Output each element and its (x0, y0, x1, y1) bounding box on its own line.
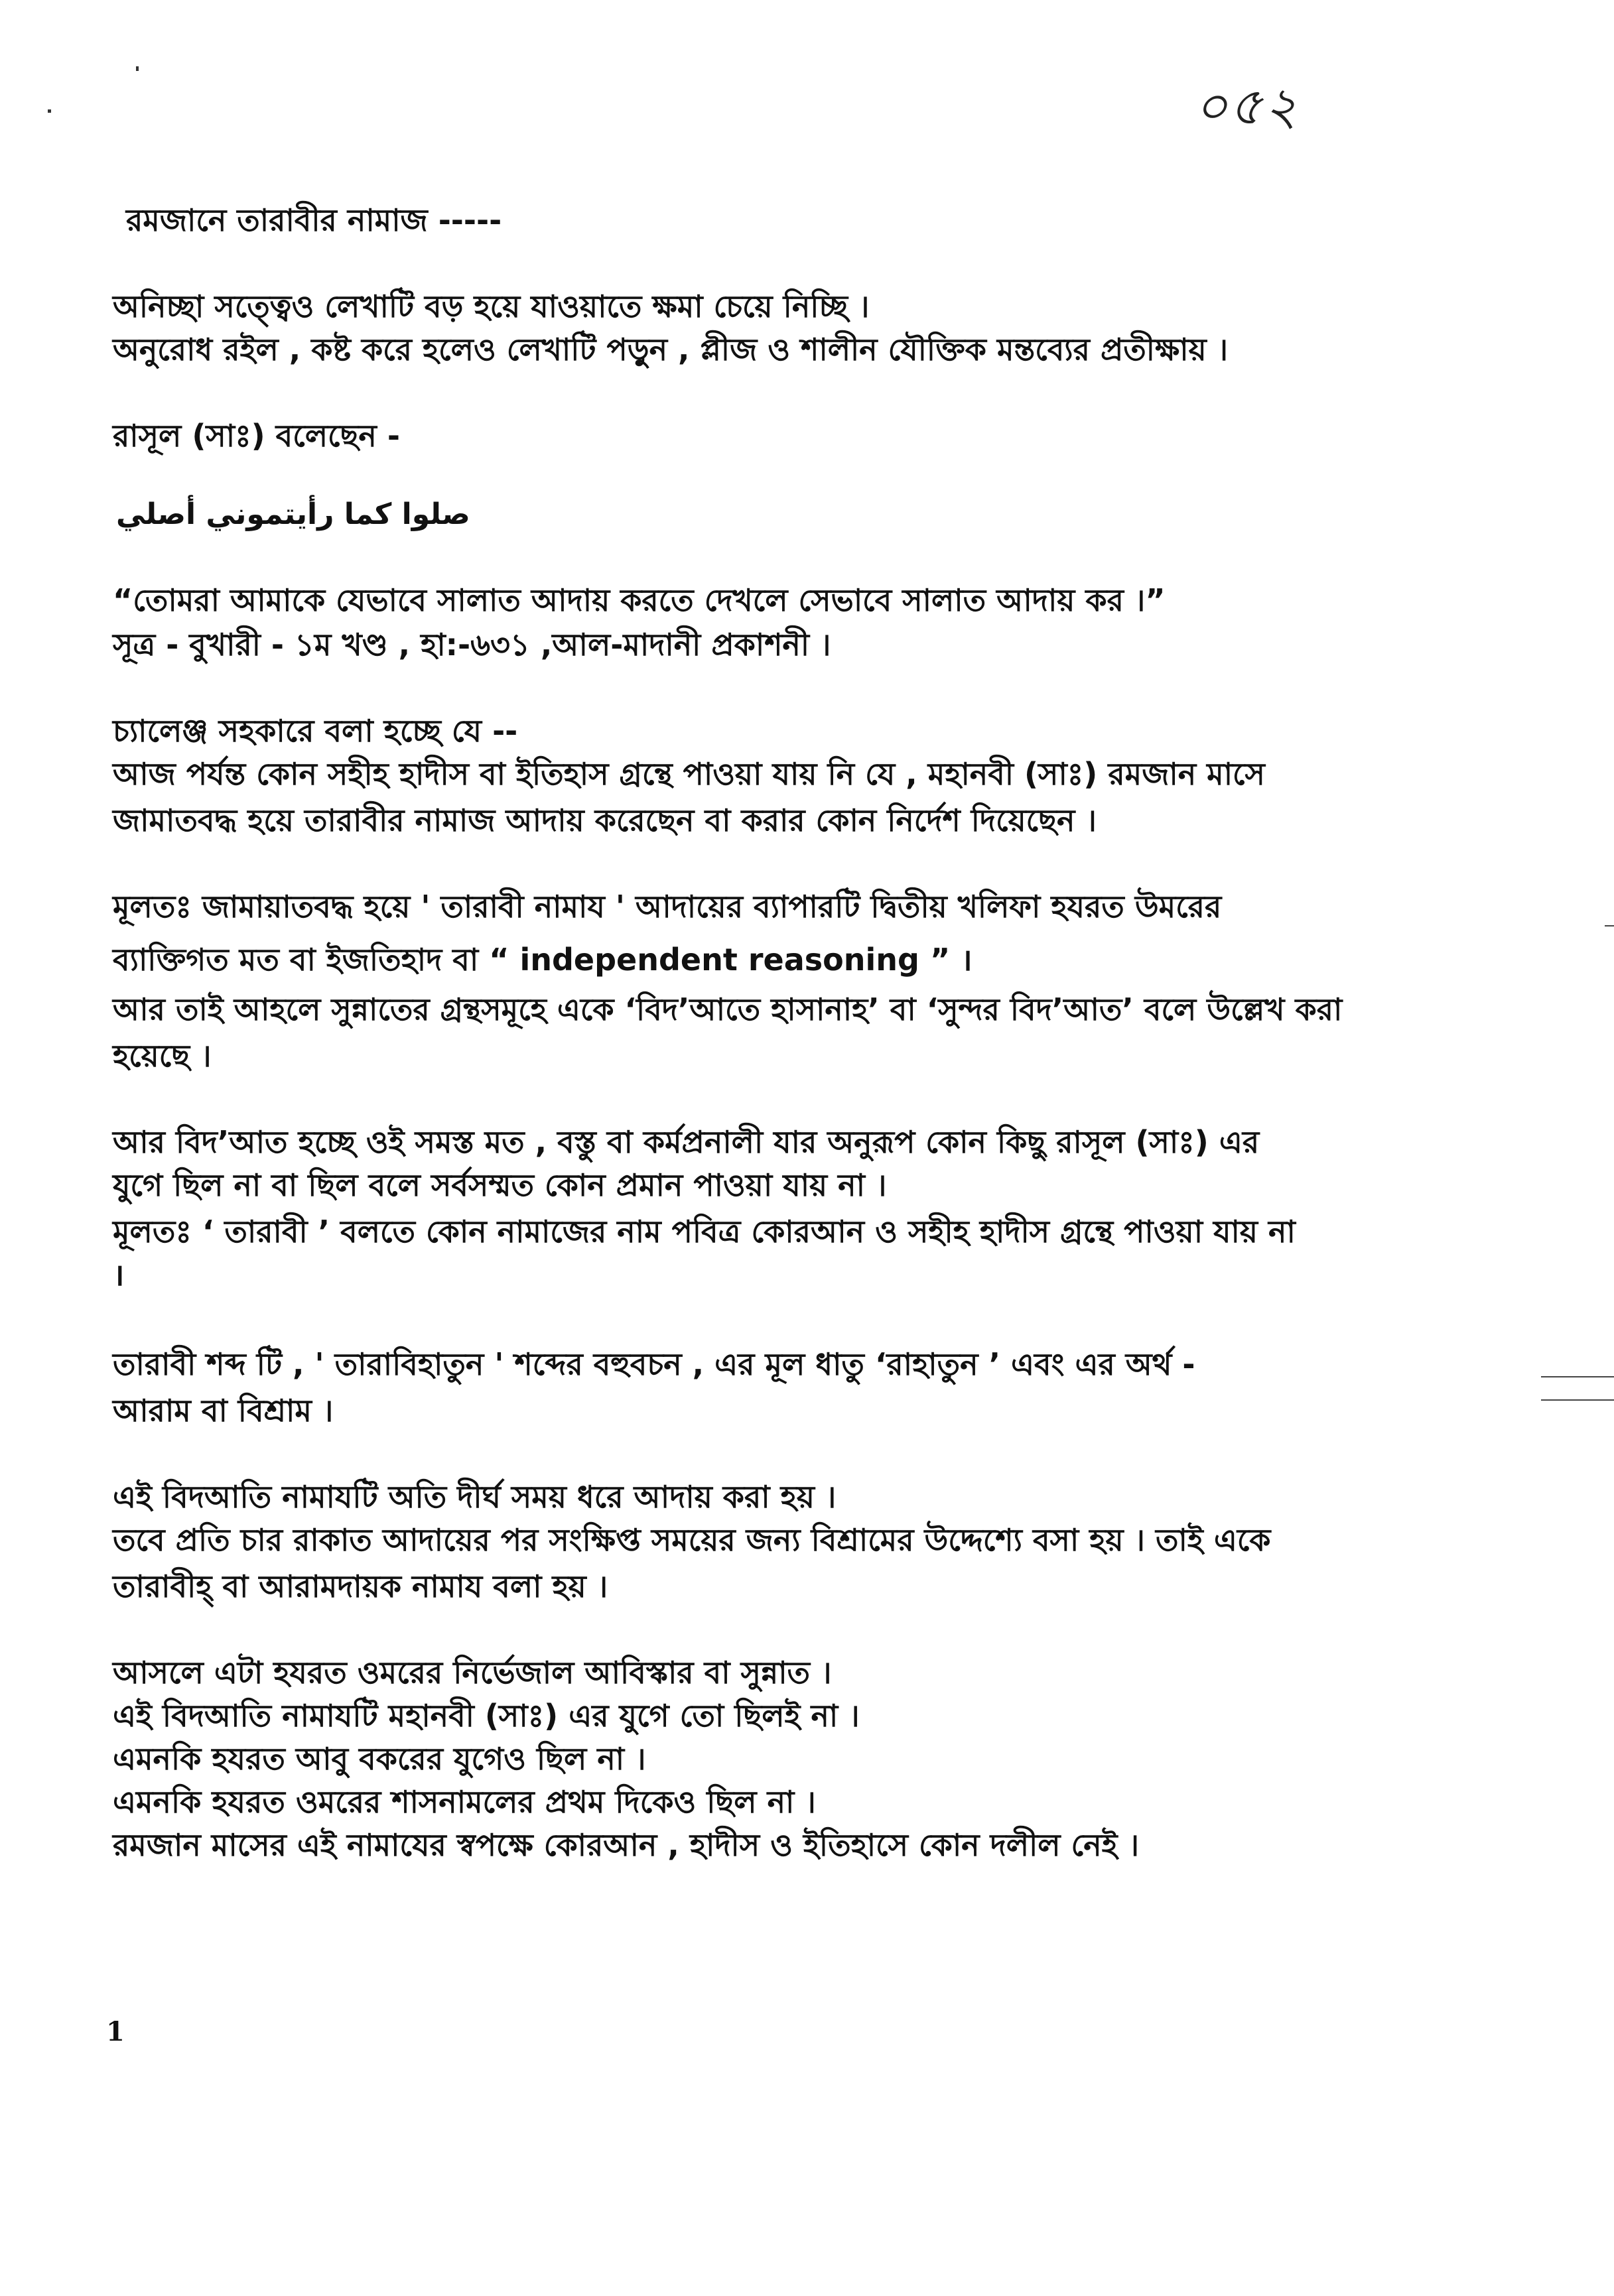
quote-intro: রাসূল (সাঃ) বলেছেন - (113, 418, 400, 454)
intro-line-1: অনিচ্ছা সত্ত্বেও লেখাটি বড় হয়ে যাওয়াতে ক্ষমা চেয়ে নিচ্ছি । (113, 288, 870, 324)
handwritten-page-mark: ০৫২ (1194, 77, 1300, 137)
basis-line-1: মূলতঃ জামায়াতবদ্ধ হয়ে ' তারাবী নামায ' আদায়ের ব্যাপারটি দ্বিতীয় খলিফা হযরত উমরের (113, 889, 1222, 925)
challenge-line-3: জামাতবদ্ধ হয়ে তারাবীর নামাজ আদায় করেছেন বা করার কোন নির্দেশ দিয়েছেন । (113, 802, 1097, 838)
conclusion-line-3: এমনকি হযরত আবু বকরের যুগেও ছিল না । (113, 1741, 646, 1777)
page-number: 1 (106, 2016, 125, 2047)
basis-line-3: আর তাই আহলে সুন্নাতের গ্রন্থসমূহে একে ‘বিদ’আতে হাসানাহ’ বা ‘সুন্দর বিদ’আত’ বলে উল্লেখ করা (113, 991, 1343, 1027)
word-meaning-line-2: আরাম বা বিশ্রাম । (113, 1393, 334, 1429)
description-line-1: এই বিদআতি নামাযটি অতি দীর্ঘ সময় ধরে আদায় করা হয় । (113, 1479, 837, 1515)
quote-source: সূত্র - বুখারী - ১ম খণ্ড , হা:-৬৩১ ,আল-মাদানী প্রকাশনী । (113, 627, 831, 663)
challenge-line-1: চ্যালেঞ্জ সহকারে বলা হচ্ছে যে -- (113, 713, 518, 749)
bidat-line-4: । (113, 1257, 125, 1293)
stray-mark (48, 109, 51, 113)
bidat-line-3: মূলতঃ ‘ তারাবী ’ বলতে কোন নামাজের নাম পবিত্র কোরআন ও সহীহ হাদীস গ্রন্থে পাওয়া যায় না (113, 1214, 1296, 1249)
quote-translation: “তোমরা আমাকে যেভাবে সালাত আদায় করতে দেখলে সেভাবে সালাত আদায় কর ।” (113, 582, 1166, 618)
description-line-2: তবে প্রতি চার রাকাত আদায়ের পর সংক্ষিপ্ত সময়ের জন্য বিশ্রামের উদ্দেশ্যে বসা হয় । তাই একে (113, 1522, 1271, 1558)
basis-line-2: ব্যাক্তিগত মত বা ইজতিহাদ বা “ independent reasoning ” । (113, 942, 973, 978)
conclusion-line-2: এই বিদআতি নামাযটি মহানবী (সাঃ) এর যুগে তো ছিলই না । (113, 1698, 860, 1734)
stray-mark (136, 66, 139, 71)
conclusion-line-1: আসলে এটা হযরত ওমরের নির্ভেজাল আবিস্কার বা সুন্নাত । (113, 1655, 832, 1690)
margin-mark (1541, 1376, 1614, 1377)
conclusion-line-4: এমনকি হযরত ওমরের শাসনামলের প্রথম দিকেও ছিল না । (113, 1784, 816, 1820)
description-line-3: তারাবীহ্‌ বা আরামদায়ক নামায বলা হয় । (113, 1568, 608, 1604)
bidat-line-2: যুগে ছিল না বা ছিল বলে সর্বসম্মত কোন প্রমান পাওয়া যায় না । (113, 1167, 887, 1203)
intro-line-2: অনুরোধ রইল , কষ্ট করে হলেও লেখাটি পড়ুন , প্লীজ ও শালীন যৌক্তিক মন্তব্যের প্রতীক্ষায় । (113, 332, 1229, 367)
challenge-line-2: আজ পর্যন্ত কোন সহীহ হাদীস বা ইতিহাস গ্রন্থে পাওয়া যায় নি যে , মহানবী (সাঃ) রমজান মাসে (113, 756, 1265, 792)
conclusion-line-5: রমজান মাসের এই নামাযের স্বপক্ষে কোরআন , হাদীস ও ইতিহাসে কোন দলীল নেই । (113, 1827, 1140, 1863)
word-meaning-line-1: তারাবী শব্দ টি , ' তারাবিহাতুন ' শব্দের বহুবচন , এর মূল ধাতু ‘রাহাতুন ’ এবং এর অর্থ - (113, 1346, 1195, 1382)
basis-line-4: হয়েছে । (113, 1038, 212, 1074)
margin-mark (1541, 1399, 1614, 1401)
margin-mark (1605, 925, 1614, 926)
bidat-line-1: আর বিদ’আত হচ্ছে ওই সমস্ত মত , বস্তু বা কর্মপ্রনালী যার অনুরূপ কোন কিছু রাসূল (সাঃ) এর (113, 1124, 1260, 1160)
arabic-hadith: صلوا كما رأيتموني أصلي (116, 497, 470, 531)
document-title: রমজানে তারাবীর নামাজ ----- (126, 202, 502, 238)
